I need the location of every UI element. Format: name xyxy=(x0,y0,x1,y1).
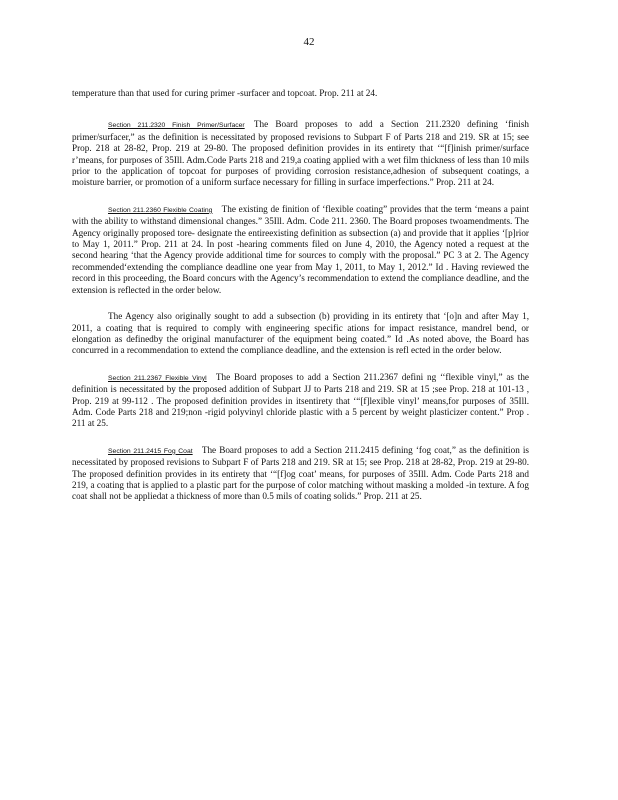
section-heading: Section 211.2320 Finish Primer/Surfacer xyxy=(108,122,245,130)
section-text: The Board proposes to add a Section 211.2415 defining ‘fog coat,” as the definition is necessitated by proposed revisions to Subpart F of Parts 218 and 219. SR at 15; see Prop. 218 at 28-82, Prop. 219 at 29-80. The proposed definition provides in its entirety that ‘“[f]og coat’ means, for purposes of 35Ill. Adm. Code Parts 218 and 219, a coating that is applied to a plastic part for the purpose of color matching without masking a molded -in texture. A fog coat shall not be appliedat a thickness of more than 0.5 mils of coating solids.” Prop. 211 at 25. xyxy=(72,444,530,502)
section-heading: Section 211.2367 Flexible Vinyl xyxy=(108,374,207,382)
section-paragraph-flexible-coating xyxy=(72,204,529,296)
section-paragraph-fog-coat xyxy=(72,445,529,503)
section-heading: Section 211.2360 Flexible Coating xyxy=(108,206,213,214)
section-text: The Board proposes to add a Section 211.2367 defini ng ‘‘flexible vinyl,” as the definition is necessitated by the proposed addition of Subpart JJ to Parts 218 and 219. SR at 15 ;see Prop. 218 at 101-13 , Prop. 219 at 99-112 . The proposed definition provides in itsentirety that ‘“[f]lexible vinyl’ means,for purposes of 35Ill. Adm. Code Parts 218 and 219;non -rigid polyvinyl chloride plastic with a 5 percent by weight plasticizer content.” Prop . 211 at 25. xyxy=(72,371,529,429)
section-paragraph-flexible-vinyl xyxy=(72,372,529,430)
section-paragraph-finish-primer xyxy=(72,119,529,188)
continuation-paragraph: temperature than that used for curing primer -surfacer and topcoat. Prop. 211 at 24. xyxy=(72,88,378,98)
document-body xyxy=(72,88,529,518)
section-text: The existing de finition of ‘flexible coating” provides that the term ‘means a paint with the ability to withstand dimensional changes.” 35Ill. Adm. Code 211. 2360. The Board proposes twoamendments. The Agency originally proposed tore- designate the entireexisting definition as subsection (a) and provide that it applies ‘[p]rior to May 1, 2011.” Prop. 211 at 24. In post -hearing comments filed on June 4, 2010, the Agency noted a request at the second hearing ‘that the Agency provide additional time for sources to comply with the proposal.” PC 3 at 2. The Agency recommended‘extending the compliance deadline one year from May 1, 2011, to May 1, 2012.” Id . Having reviewed the record in this proceeding, the Board concurs with the Agency’s recommendation to extend the compliance deadline, and the extension is reflected in the order below. xyxy=(72,203,530,295)
body-paragraph: The Agency also originally sought to add a subsection (b) providing in its entirety that ‘[o]n and after May 1, 2011, a coating that is required to comply with engineering specific ations for impact resistance, mandrel bend, or elongation as definedby the original manufacturer of the equipment being coated.” Id .As noted above, the Board has concurred in a recommendation to extend the compliance deadline, and the extension is refl ected in the order below. xyxy=(72,311,529,356)
section-text: The Board proposes to add a Section 211.2320 defining ‘finish primer/surfacer,” as the definition is necessitated by proposed revisions to Subpart F of Parts 218 and 219. SR at 15; see Prop. 218 at 28-82, Prop. 219 at 29-80. The proposed definition provides in its entirety that ‘“[f]inish primer/surface r’means, for purposes of 35Ill. Adm.Code Parts 218 and 219,a coating applied with a wet film thickness of less than 10 mils prior to the application of topcoat for purposes of providing corrosion resistance,adhesion of subsequent coatings, a moisture barrier, or promotion of a uniform surface necessary for filling in surface imperfections.” Prop. 211 at 24. xyxy=(72,119,529,188)
section-heading: Section 211.2415 Fog Coat xyxy=(108,447,193,455)
page-number: 42 xyxy=(303,36,315,48)
